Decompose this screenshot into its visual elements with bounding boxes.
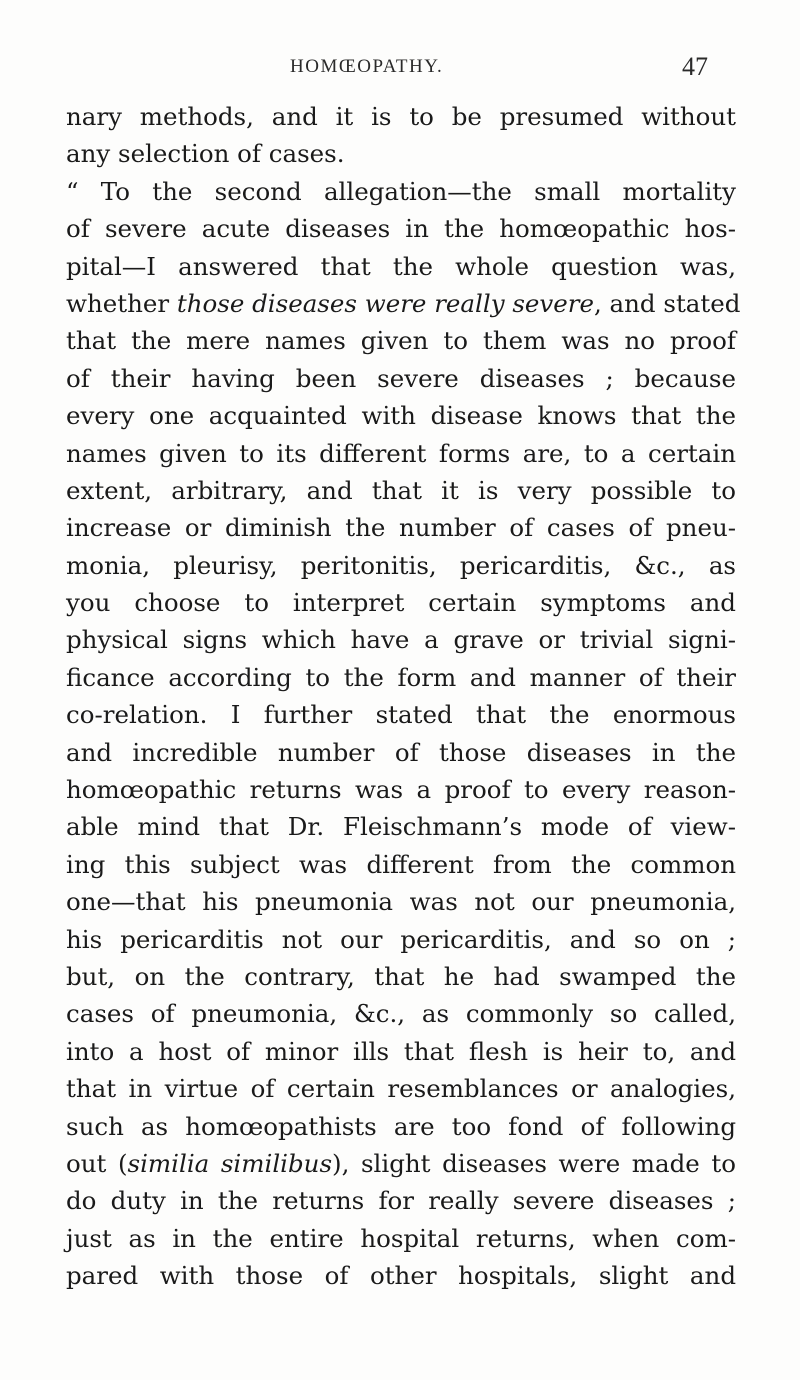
text-line: of severe acute diseases in the homœopathic hos-: [66, 214, 736, 244]
text-line: into a host of minor ills that flesh is heir to, and: [66, 1036, 736, 1066]
text-line: homœopathic returns was a proof to every reason-: [66, 775, 736, 805]
text-line: such as homœopathists are too fond of following: [66, 1111, 736, 1141]
text-line: just as in the entire hospital returns, when com-: [66, 1223, 736, 1253]
text-line: able mind that Dr. Fleischmann’s mode of view-: [66, 812, 736, 842]
body-text: [66, 98, 741, 1295]
text-line: his pericarditis not our pericarditis, and so on ;: [66, 924, 736, 954]
text-line: extent, arbitrary, and that it is very possible to: [66, 475, 736, 505]
text-line: ing this subject was different from the common: [66, 849, 736, 879]
text-line: out (similia similibus), slight diseases were made to: [66, 1148, 736, 1178]
text-line: increase or diminish the number of cases of pneu-: [66, 513, 736, 543]
text-line: “ To the second allegation—the small mortality: [66, 176, 736, 206]
text-line: pital—I answered that the whole question was,: [66, 251, 736, 281]
text-line: one—that his pneumonia was not our pneumonia,: [66, 887, 736, 917]
text-line: ficance according to the form and manner of their: [66, 662, 736, 692]
running-head: [0, 52, 800, 86]
text-line: names given to its different forms are, to a certain: [66, 438, 736, 468]
text-line: monia, pleurisy, peritonitis, pericarditis, &c., as: [66, 550, 736, 580]
text-line: do duty in the returns for really severe diseases ;: [66, 1186, 736, 1216]
text-line: cases of pneumonia, &c., as commonly so called,: [66, 999, 736, 1029]
text-line: pared with those of other hospitals, slight and: [66, 1261, 736, 1291]
text-line: any selection of cases.: [66, 139, 345, 169]
italic-phrase: those diseases were really severe: [176, 288, 594, 318]
text-line: you choose to interpret certain symptoms and: [66, 588, 736, 618]
page-number: 47: [682, 52, 708, 81]
text-line: physical signs which have a grave or trivial signi-: [66, 625, 736, 655]
text-line: nary methods, and it is to be presumed without: [66, 102, 736, 131]
text-line: whether those diseases were really severe, and stated: [66, 288, 741, 318]
running-title: HOMŒOPATHY.: [290, 56, 444, 77]
text-line: but, on the contrary, that he had swamped the: [66, 961, 736, 991]
text-line: every one acquainted with disease knows that the: [66, 401, 736, 431]
italic-phrase: similia similibus: [127, 1148, 333, 1178]
text-line: co-relation. I further stated that the enormous: [66, 700, 736, 730]
text-line: that the mere names given to them was no proof: [66, 326, 736, 356]
text-line: and incredible number of those diseases in the: [66, 737, 736, 767]
text-line: that in virtue of certain resemblances or analogies,: [66, 1074, 736, 1104]
text-line: of their having been severe diseases ; because: [66, 363, 736, 393]
